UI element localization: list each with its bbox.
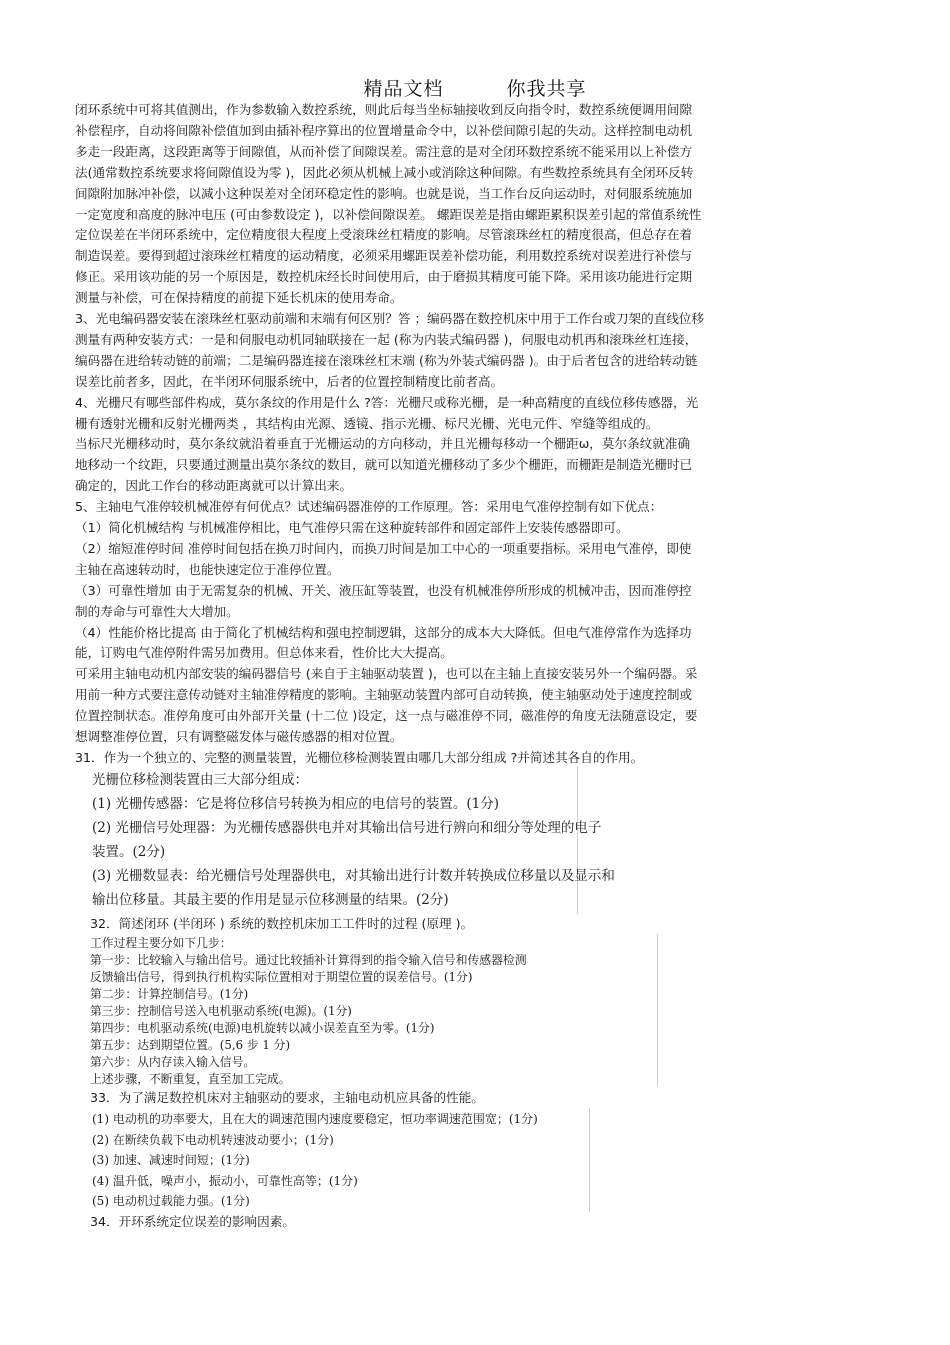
header-left: 精品文档 <box>363 78 444 100</box>
question-33: 33．为了满足数控机床对主轴驱动的要求，主轴电动机应具备的性能。 <box>90 1090 484 1105</box>
text-line: 测量有两种安装方式：一是和伺服电动机同轴联接在一起 (称为内装式编码器 )，伺服电动机再和滚珠丝杠连接， <box>75 331 698 347</box>
scan-line: 第四步：电机驱动系统(电源)电机旋转以减小误差直至为零。(1分) <box>90 1021 435 1035</box>
text-line: 补偿程序，自动将间隙补偿值加到由插补程序算出的位置增量命令中，以补偿间隙引起的失动。这样控制电动机 <box>75 122 693 138</box>
text-line: 3、光电编码器安装在滚珠丝杠驱动前端和末端有何区别？答 ；编码器在数控机床中用于工作台或刀架的直线位移 <box>75 311 705 326</box>
text-line: 能，订购电气准停附件需另加费用。但总体来看，性价比大大提高。 <box>75 645 453 661</box>
scan-line: 反馈输出信号，得到执行机构实际位置相对于期望位置的误差信号。(1分) <box>90 970 473 984</box>
scan-line: (5) 电动机过载能力强。(1分) <box>92 1194 250 1208</box>
text-line: 编码器在进给转动链的前端；二是编码器连接在滚珠丝杠末端 (称为外装式编码器 )。由于后者包含的进给转动链 <box>75 352 698 368</box>
question-34: 34．开环系统定位误差的影响因素。 <box>90 1214 295 1229</box>
text-line: 一定宽度和高度的脉冲电压 (可由参数设定 )，以补偿间隙误差。 螺距误差是指由螺距累积误差引起的常值系统性 <box>75 206 702 222</box>
text-line: （3）可靠性增加 由于无需复杂的机械、开关、液压缸等装置，也没有机械准停所形成的机械冲击，因而准停控 <box>75 582 692 598</box>
text-line: 地移动一个纹距，只要通过测量出莫尔条纹的数目，就可以知道光栅移动了多少个栅距，而栅距是制造光栅时已 <box>75 457 693 473</box>
text-line: 栅有透射光栅和反射光栅两类 ，其结构由光源、透镜、指示光栅、标尺光栅、光电元件、窄缝等组成的。 <box>75 415 659 431</box>
text-line: （4）性能价格比提高 由于简化了机械结构和强电控制逻辑，这部分的成本大大降低。但电气准停常作为选择功 <box>75 624 692 640</box>
header-right: 你我共享 <box>506 78 587 100</box>
scan-line: (3) 加速、减速时间短；(1分) <box>92 1153 250 1167</box>
scan-line: (2) 在断续负载下电动机转速波动要小；(1分) <box>92 1132 334 1147</box>
text-line: 位置控制状态。准停角度可由外部开关量 (十二位 )设定，这一点与磁准停不同，磁准停的角度无法随意设定，要 <box>75 708 698 724</box>
question-32: 32．简述闭环 (半闭环 ) 系统的数控机床加工工件时的过程 (原理 )。 <box>90 916 474 931</box>
scan-line: (2) 光栅信号处理器：为光栅传感器供电并对其输出信号进行辨向和细分等处理的电子 <box>92 820 602 836</box>
scan-line: (1) 光栅传感器：它是将位移信号转换为相应的电信号的装置。(1分) <box>92 796 500 812</box>
text-line: 5、主轴电气准停较机械准停有何优点？试述编码器准停的工作原理。答：采用电气准停控制有如下优点： <box>75 499 663 515</box>
text-line: 31．作为一个独立的、完整的测量装置，光栅位移检测装置由哪几大部分组成 ?并简述其各自的作用。 <box>75 749 644 765</box>
text-line: 法(通常数控系统要求将间隙值设为零 )，因此必须从机械上减小或消除这种间隙。有些数控系统具有全闭环反转 <box>75 164 694 180</box>
text-line: 制造误差。要得到超过滚珠丝杠精度的运动精度，必须采用螺距误差补偿功能，利用数控系统对误差进行补偿与 <box>75 248 693 264</box>
text-line: 可采用主轴电动机内部安装的编码器信号 (来自于主轴驱动装置 )，也可以在主轴上直接安装另外一个编码器。采 <box>75 666 698 682</box>
text-line: 间隙附加脉冲补偿，以减小这种误差对全闭环稳定性的影响。也就是说，当工作台反向运动时，对伺服系统施加 <box>75 185 693 201</box>
text-line: 当标尺光栅移动时，莫尔条纹就沿着垂直于光栅运动的方向移动，并且光栅每移动一个栅距ω，莫尔条纹就准确 <box>75 436 691 452</box>
text-line: （1）简化机械结构 与机械准停相比，电气准停只需在这种旋转部件和固定部件上安装传感器即可。 <box>75 520 629 535</box>
text-line: 主轴在高速转动时，也能快速定位于准停位置。 <box>75 561 340 577</box>
scan-line: 第三步：控制信号送入电机驱动系统(电源)。(1分) <box>90 1004 352 1018</box>
scan-line: 工作过程主要分如下几步： <box>90 936 232 950</box>
scan-line: 输出位移量。其最主要的作用是显示位移测量的结果。(2分) <box>92 892 449 908</box>
scan-line: 第一步：比较输入与输出信号。通过比较插补计算得到的指令输入信号和传感器检测 <box>90 953 527 967</box>
text-line: 误差比前者多，因此，在半闭环伺服系统中，后者的位置控制精度比前者高。 <box>75 373 504 389</box>
page-header <box>0 74 950 101</box>
text-line: 用前一种方式要注意传动链对主轴准停精度的影响。主轴驱动装置内部可自动转换，使主轴驱动处于速度控制或 <box>75 687 693 703</box>
scan-block-32 <box>86 934 658 1086</box>
scan-block-31 <box>88 766 615 914</box>
scan-line: 第二步：计算控制信号。(1分) <box>90 987 249 1001</box>
scan-line: 第六步：从内存读入输入信号。 <box>90 1055 256 1069</box>
scan-line: 装置。(2分) <box>92 844 166 860</box>
text-line: 制的寿命与可靠性大大增加。 <box>75 603 239 619</box>
text-line: 确定的，因此工作台的移动距离就可以计算出来。 <box>75 478 353 494</box>
text-line: （2）缩短准停时间 准停时间包括在换刀时间内，而换刀时间是加工中心的一项重要指标。采用电气准停，即使 <box>75 540 692 556</box>
scan-line: 光栅位移检测装置由三大部分组成： <box>92 772 308 788</box>
scan-line: (4) 温升低，噪声小，振动小，可靠性高等；(1分) <box>92 1173 358 1188</box>
text-line: 测量与补偿，可在保持精度的前提下延长机床的使用寿命。 <box>75 290 403 306</box>
scan-line: (3) 光栅数显表：给光栅信号处理器供电，对其输出进行计数并转换成位移量以及显示和 <box>92 868 615 884</box>
text-line: 闭环系统中可将其值测出，作为参数输入数控系统，则此后每当坐标轴接收到反向指令时，数控系统便调用间隙 <box>75 102 693 117</box>
text-line: 修正。采用该功能的另一个原因是，数控机床经长时间使用后，由于磨损其精度可能下降。采用该功能进行定期 <box>75 269 693 285</box>
text-line: 多走一段距离，这段距离等于间隙值，从而补偿了间隙误差。需注意的是对全闭环数控系统不能采用以上补偿方 <box>75 143 693 159</box>
scan-line: (1) 电动机的功率要大，且在大的调速范围内速度要稳定，恒功率调速范围宽；(1分) <box>92 1112 538 1126</box>
scan-block-33 <box>88 1108 590 1212</box>
scan-line: 上述步骤，不断重复，直至加工完成。 <box>90 1072 291 1086</box>
text-line: 想调整准停位置，只有调整磁发体与磁传感器的相对位置。 <box>75 729 403 744</box>
text-line: 4、光栅尺有哪些部件构成，莫尔条纹的作用是什么 ?答：光栅尺或称光栅，是一种高精度的直线位移传感器，光 <box>75 394 699 410</box>
text-line: 定位误差在半闭环系统中，定位精度很大程度上受滚珠丝杠精度的影响。尽管滚珠丝杠的精度很高，但总存在着 <box>75 227 693 243</box>
scan-line: 第五步：达到期望位置。(5,6 步 1 分) <box>90 1038 291 1052</box>
